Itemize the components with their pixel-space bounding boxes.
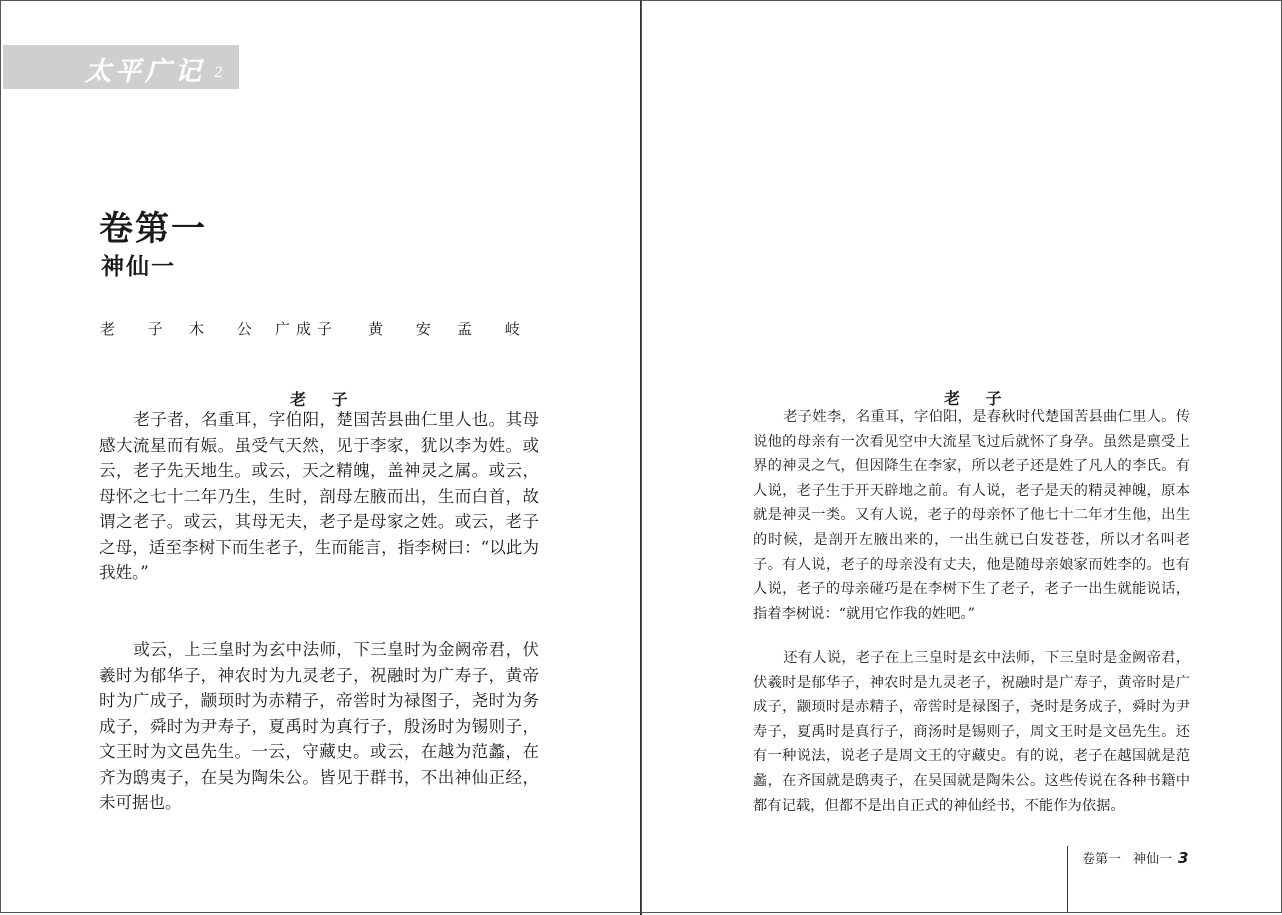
translation-paragraph bbox=[753, 646, 1190, 818]
section-heading: 老 子 bbox=[290, 390, 358, 409]
folio-chapter: 卷第一 bbox=[1082, 852, 1122, 867]
original-text-paragraph bbox=[99, 637, 539, 816]
folio-rule bbox=[1067, 846, 1068, 913]
toc-item: 木 公 bbox=[189, 320, 266, 338]
original-text-paragraph bbox=[99, 407, 539, 586]
toc-item: 孟 岐 bbox=[457, 320, 534, 338]
running-header-title: 太平广记 bbox=[85, 57, 206, 87]
chapter-subtitle: 神仙一 bbox=[101, 253, 176, 280]
left-page-number: 2 bbox=[214, 65, 223, 81]
paragraph-text: 老子姓李，名重耳，字伯阳，是春秋时代楚国苦县曲仁里人。传说他的母亲有一次看见空中大流星飞过后就怀了身孕。虽然是禀受上界的神灵之气，但因降生在李家，所以老子还是姓了凡人的李氏。有人说，老子生于开天辟地之前。有人说，老子是天的精灵神魄，原本就是神灵一类。又有人说，老子的母亲怀了他七十二年才生他，出生的时候，是剖开左腋出来的，一出生就已白发苍苍，所以才名叫老子。有人说，老子的母亲没有丈夫，他是随母亲娘家而姓李的。也有人说，老子的母亲碰巧是在李树下生了老子，老子一出生就能说话，指着李树说：“就用它作我的姓吧。” bbox=[753, 409, 1190, 622]
paragraph-text: 或云，上三皇时为玄中法师，下三皇时为金阙帝君，伏羲时为郁华子，神农时为九灵老子，祝融时为广寿子，黄帝时为广成子，颛顼时为赤精子，帝喾时为禄图子，尧时为务成子，舜时为尹寿子，夏禹时为真行子，殷汤时为锡则子，文王时为文邑先生。一云，守藏史。或云，在越为范蠡，在齐为鸱夷子，在吴为陶朱公。皆见于群书，不出神仙正经，未可据也。 bbox=[99, 640, 539, 812]
chapter-title: 卷第一 bbox=[99, 209, 207, 249]
chapter-contents bbox=[100, 318, 534, 339]
paragraph-text: 老子者，名重耳，字伯阳，楚国苦县曲仁里人也。其母感大流星而有娠。虽受气天然，见于李家，犹以李为姓。或云，老子先天地生。或云，天之精魄，盖神灵之属。或云，母怀之七十二年乃生，生时，剖母左腋而出，生而白首，故谓之老子。或云，其母无夫，老子是母家之姓。或云，老子之母，适至李树下而生老子，生而能言，指李树曰：“以此为我姓。” bbox=[99, 410, 539, 582]
translation-paragraph bbox=[753, 405, 1190, 626]
right-page-number: 3 bbox=[1178, 849, 1189, 867]
left-page bbox=[0, 0, 641, 913]
paragraph-text: 还有人说，老子在上三皇时是玄中法师，下三皇时是金阙帝君，伏羲时是郁华子，神农时是九灵老子，祝融时是广寿子，黄帝时是广成子，颛顼时是赤精子，帝喾时是禄图子，尧时是务成子，舜时为尹寿子，夏禹时是真行子，商汤时是锡则子，周文王时是文邑先生。还有一种说法，说老子是周文王的守藏史。有的说，老子在越国就是范蠡，在齐国就是鸱夷子，在吴国就是陶朱公。这些传说在各种书籍中都有记载，但都不是出自正式的神仙经书，不能作为依据。 bbox=[753, 650, 1190, 814]
toc-item: 广成子 bbox=[275, 320, 339, 338]
folio bbox=[1082, 848, 1188, 867]
toc-item: 老 子 bbox=[100, 320, 177, 338]
section-heading: 老 子 bbox=[944, 389, 1012, 408]
running-header-tab bbox=[3, 45, 239, 89]
folio-section: 神仙一 bbox=[1133, 852, 1173, 867]
toc-item: 黄 安 bbox=[368, 320, 445, 338]
